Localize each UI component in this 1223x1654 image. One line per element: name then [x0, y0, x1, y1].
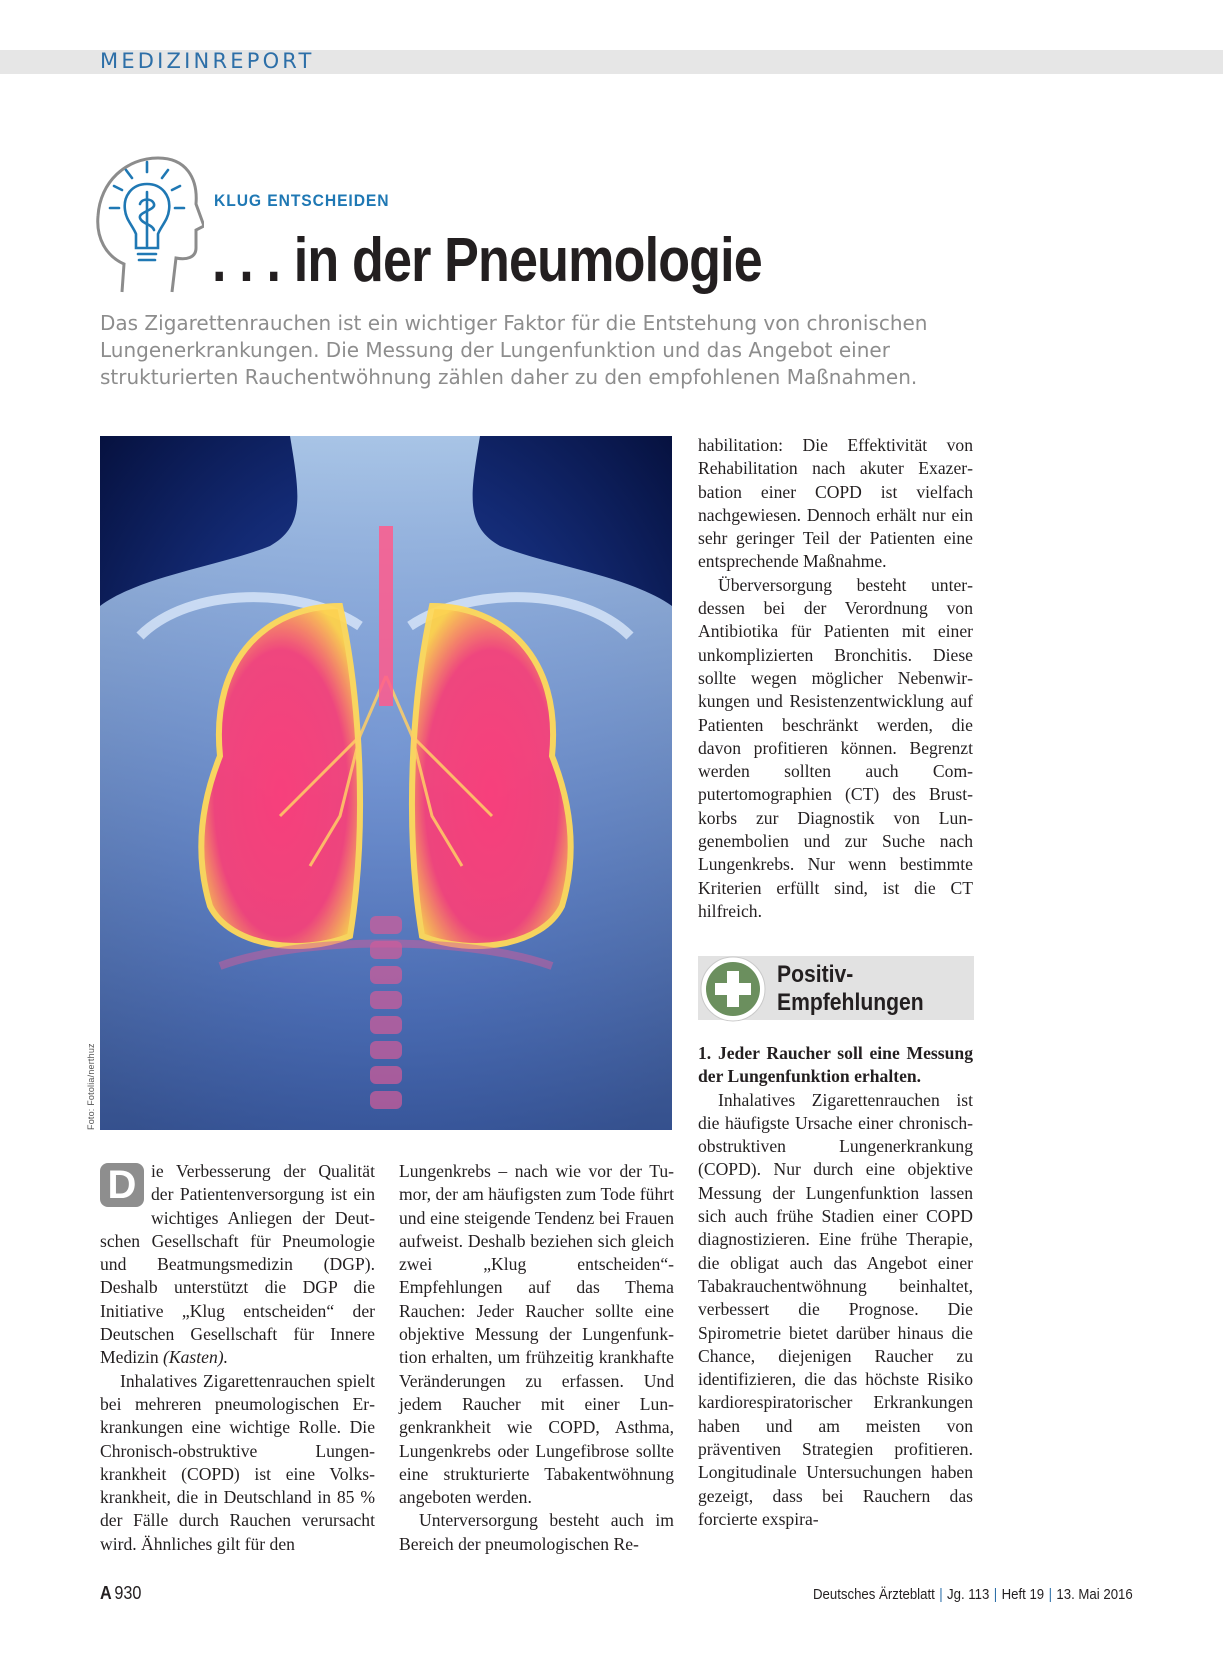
kicker: KLUG ENTSCHEIDEN [214, 191, 390, 210]
recommendations-box-title: Positiv- Empfehlungen [777, 961, 924, 1016]
paragraph: Lungenkrebs – nach wie vor der Tumor, der am häufigsten zum Tode führt und eine steigende Tendenz bei Frauen aufweist. Deshalb beziehen sich gleich zwei „Klug entscheiden“-Empfehlungen auf das Thema Rauchen: Jeder Raucher sollte eine objektive Messung der Lungenfunktion erhalten, um frühzeitig krankhafte Veränderungen zu erfassen. Und jedem Raucher mit einer Lungenkrankheit wie COPD, Asthma, Lungenkrebs oder Lungefibrose sollte eine strukturierte Tabakentwöhnung angeboten werden. [399, 1161, 674, 1508]
paragraph: Inhalatives Zigarettenrauchen spielt bei mehreren pneumologischen Erkrankungen eine wichtige Rolle. Die Chronisch-obstruktive Lungenkrankheit (COPD) ist eine Volkskrankheit, die in Deutschland in 85 % der Fälle durch Rauchen verursacht wird. Ähnliches gilt für den [100, 1370, 375, 1554]
recommendation-title: 1. Jeder Raucher soll eine Messung der Lungenfunktion erhalten. [698, 1043, 973, 1087]
paragraph: ie Verbesserung der Qualität der Patientenversorgung ist ein wichtiges Anliegen der Deutschen Gesellschaft für Pneumologie und Beatmungsmedizin (DGP). Deshalb unterstützt die DGP die Initiative „Klug entscheiden“ der Deutschen Gesellschaft für Innere Medizin [100, 1161, 375, 1368]
page-number: A 930 [100, 1583, 142, 1603]
paragraph: Überversorgung besteht unterdessen bei der Verordnung von Antibiotika für Patienten mit einer unkomplizierten Bronchitis. Diese sollte wegen möglicher Nebenwirkungen und Resistenzentwicklung auf Patienten beschränkt werden, die davon profitieren können. Begrenzt werden sollten auch Computertomographien (CT) des Brustkorbs zur Diagnostik von Lungenembolien und zur Suche nach Lungenkrebs. Nur wenn bestimmte Kriterien erfüllt sind, ist die CT hilfreich. [698, 574, 973, 921]
lungs-illustration [100, 436, 672, 1130]
paragraph: habilitation: Die Effektivität von Rehabilitation nach akuter Exazerbation einer COPD ist vielfach nachgewiesen. Dennoch erhält nur ein sehr geringer Teil der Patienten eine entsprechende Maßnahme. [698, 435, 973, 572]
body-column-3 [698, 434, 973, 923]
thinking-head-icon [92, 152, 204, 298]
section-label: MEDIZINREPORT [100, 49, 315, 73]
plus-icon [700, 956, 766, 1022]
body-column-2 [399, 1160, 674, 1556]
headline: . . . in der Pneumologie [212, 226, 762, 295]
photo-credit: Foto: Fotolia/nerthuz [86, 1043, 96, 1130]
box-reference: (Kasten). [163, 1347, 229, 1368]
dropcap: D [100, 1163, 144, 1207]
recommendation-text: Inhalatives Zigarettenrauchen ist die häufigste Ursache einer chronisch-obstruktiven Lungenerkrankung (COPD). Nur durch eine objektive Messung der Lungenfunktion lassen sich auch frühe Stadien einer COPD diagnostizieren. Eine frühe Therapie, die obligat auch das Angebot einer Tabakrauchentwöhnung beinhaltet, verbessert die Prognose. Die Spirometrie bietet darüber hinaus die Chance, diejenigen Raucher zu identifizieren, die das höchste Risiko kardiorespiratorischer Erkrankungen haben und am meisten von präventiven Strategien profitieren. Longitudinale Untersuchungen haben gezeigt, dass bei Rauchern das forcierte exspira- [698, 1089, 973, 1529]
journal-footer: Deutsches Ärzteblatt | Jg. 113 | Heft 19 | 13. Mai 2016 [813, 1586, 1133, 1603]
paragraph: Unterversorgung besteht auch im Bereich der pneumologischen Re- [399, 1510, 674, 1554]
body-column-1 [100, 1160, 375, 1556]
lead-paragraph: Das Zigarettenrauchen ist ein wichtiger Faktor für die Entstehung von chronischen Lungenerkrankungen. Die Messung der Lungenfunktion und das Angebot einer strukturierten Rauchentwöhnung zählen daher zu den empfohlenen Maßnahmen. [100, 311, 928, 389]
recommendations-content [698, 1042, 973, 1531]
